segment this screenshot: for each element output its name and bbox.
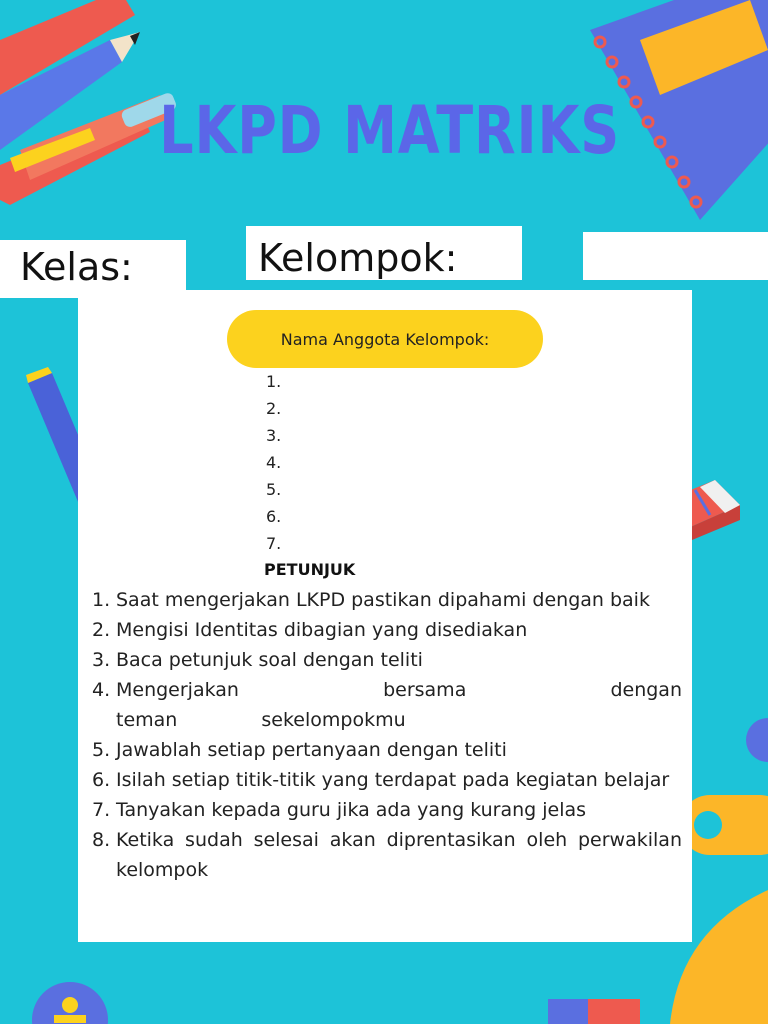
instruction-item: 2. Mengisi Identitas dibagian yang disediakan <box>92 619 528 641</box>
bottom-left-shape-illustration <box>30 975 110 1024</box>
member-item: 7. <box>266 534 282 553</box>
instruction-item: 8. Ketika sudah selesai akan diprentasikan oleh perwakilan kelompok <box>92 829 682 881</box>
member-item: 2. <box>266 399 282 418</box>
instruction-item: 5. Jawablah setiap pertanyaan dengan teliti <box>92 739 507 761</box>
petunjuk-title: PETUNJUK <box>264 560 356 579</box>
member-item: 4. <box>266 453 282 472</box>
member-item: 1. <box>266 372 282 391</box>
member-item: 5. <box>266 480 282 499</box>
instruction-item: 3. Baca petunjuk soal dengan teliti <box>92 649 423 671</box>
page-title: LKPD MATRIKS <box>159 92 621 169</box>
instruction-list <box>92 585 682 885</box>
extra-box <box>583 232 768 280</box>
instruction-item: 7. Tanyakan kepada guru jika ada yang kurang jelas <box>92 799 587 821</box>
bottom-eraser-illustration <box>548 995 640 1024</box>
kelas-label: Kelas: <box>20 245 133 289</box>
instruction-item: 4. Mengerjakan bersama dengan teman sekelompokmu <box>92 679 682 731</box>
member-item: 6. <box>266 507 282 526</box>
instruction-item: 6. Isilah setiap titik-titik yang terdapat pada kegiatan belajar <box>92 769 670 791</box>
members-title-pill: Nama Anggota Kelompok: <box>227 310 543 368</box>
instruction-item: 1. Saat mengerjakan LKPD pastikan dipahami dengan baik <box>92 589 650 611</box>
member-item: 3. <box>266 426 282 445</box>
kelompok-label: Kelompok: <box>258 236 458 280</box>
member-list <box>266 368 281 557</box>
